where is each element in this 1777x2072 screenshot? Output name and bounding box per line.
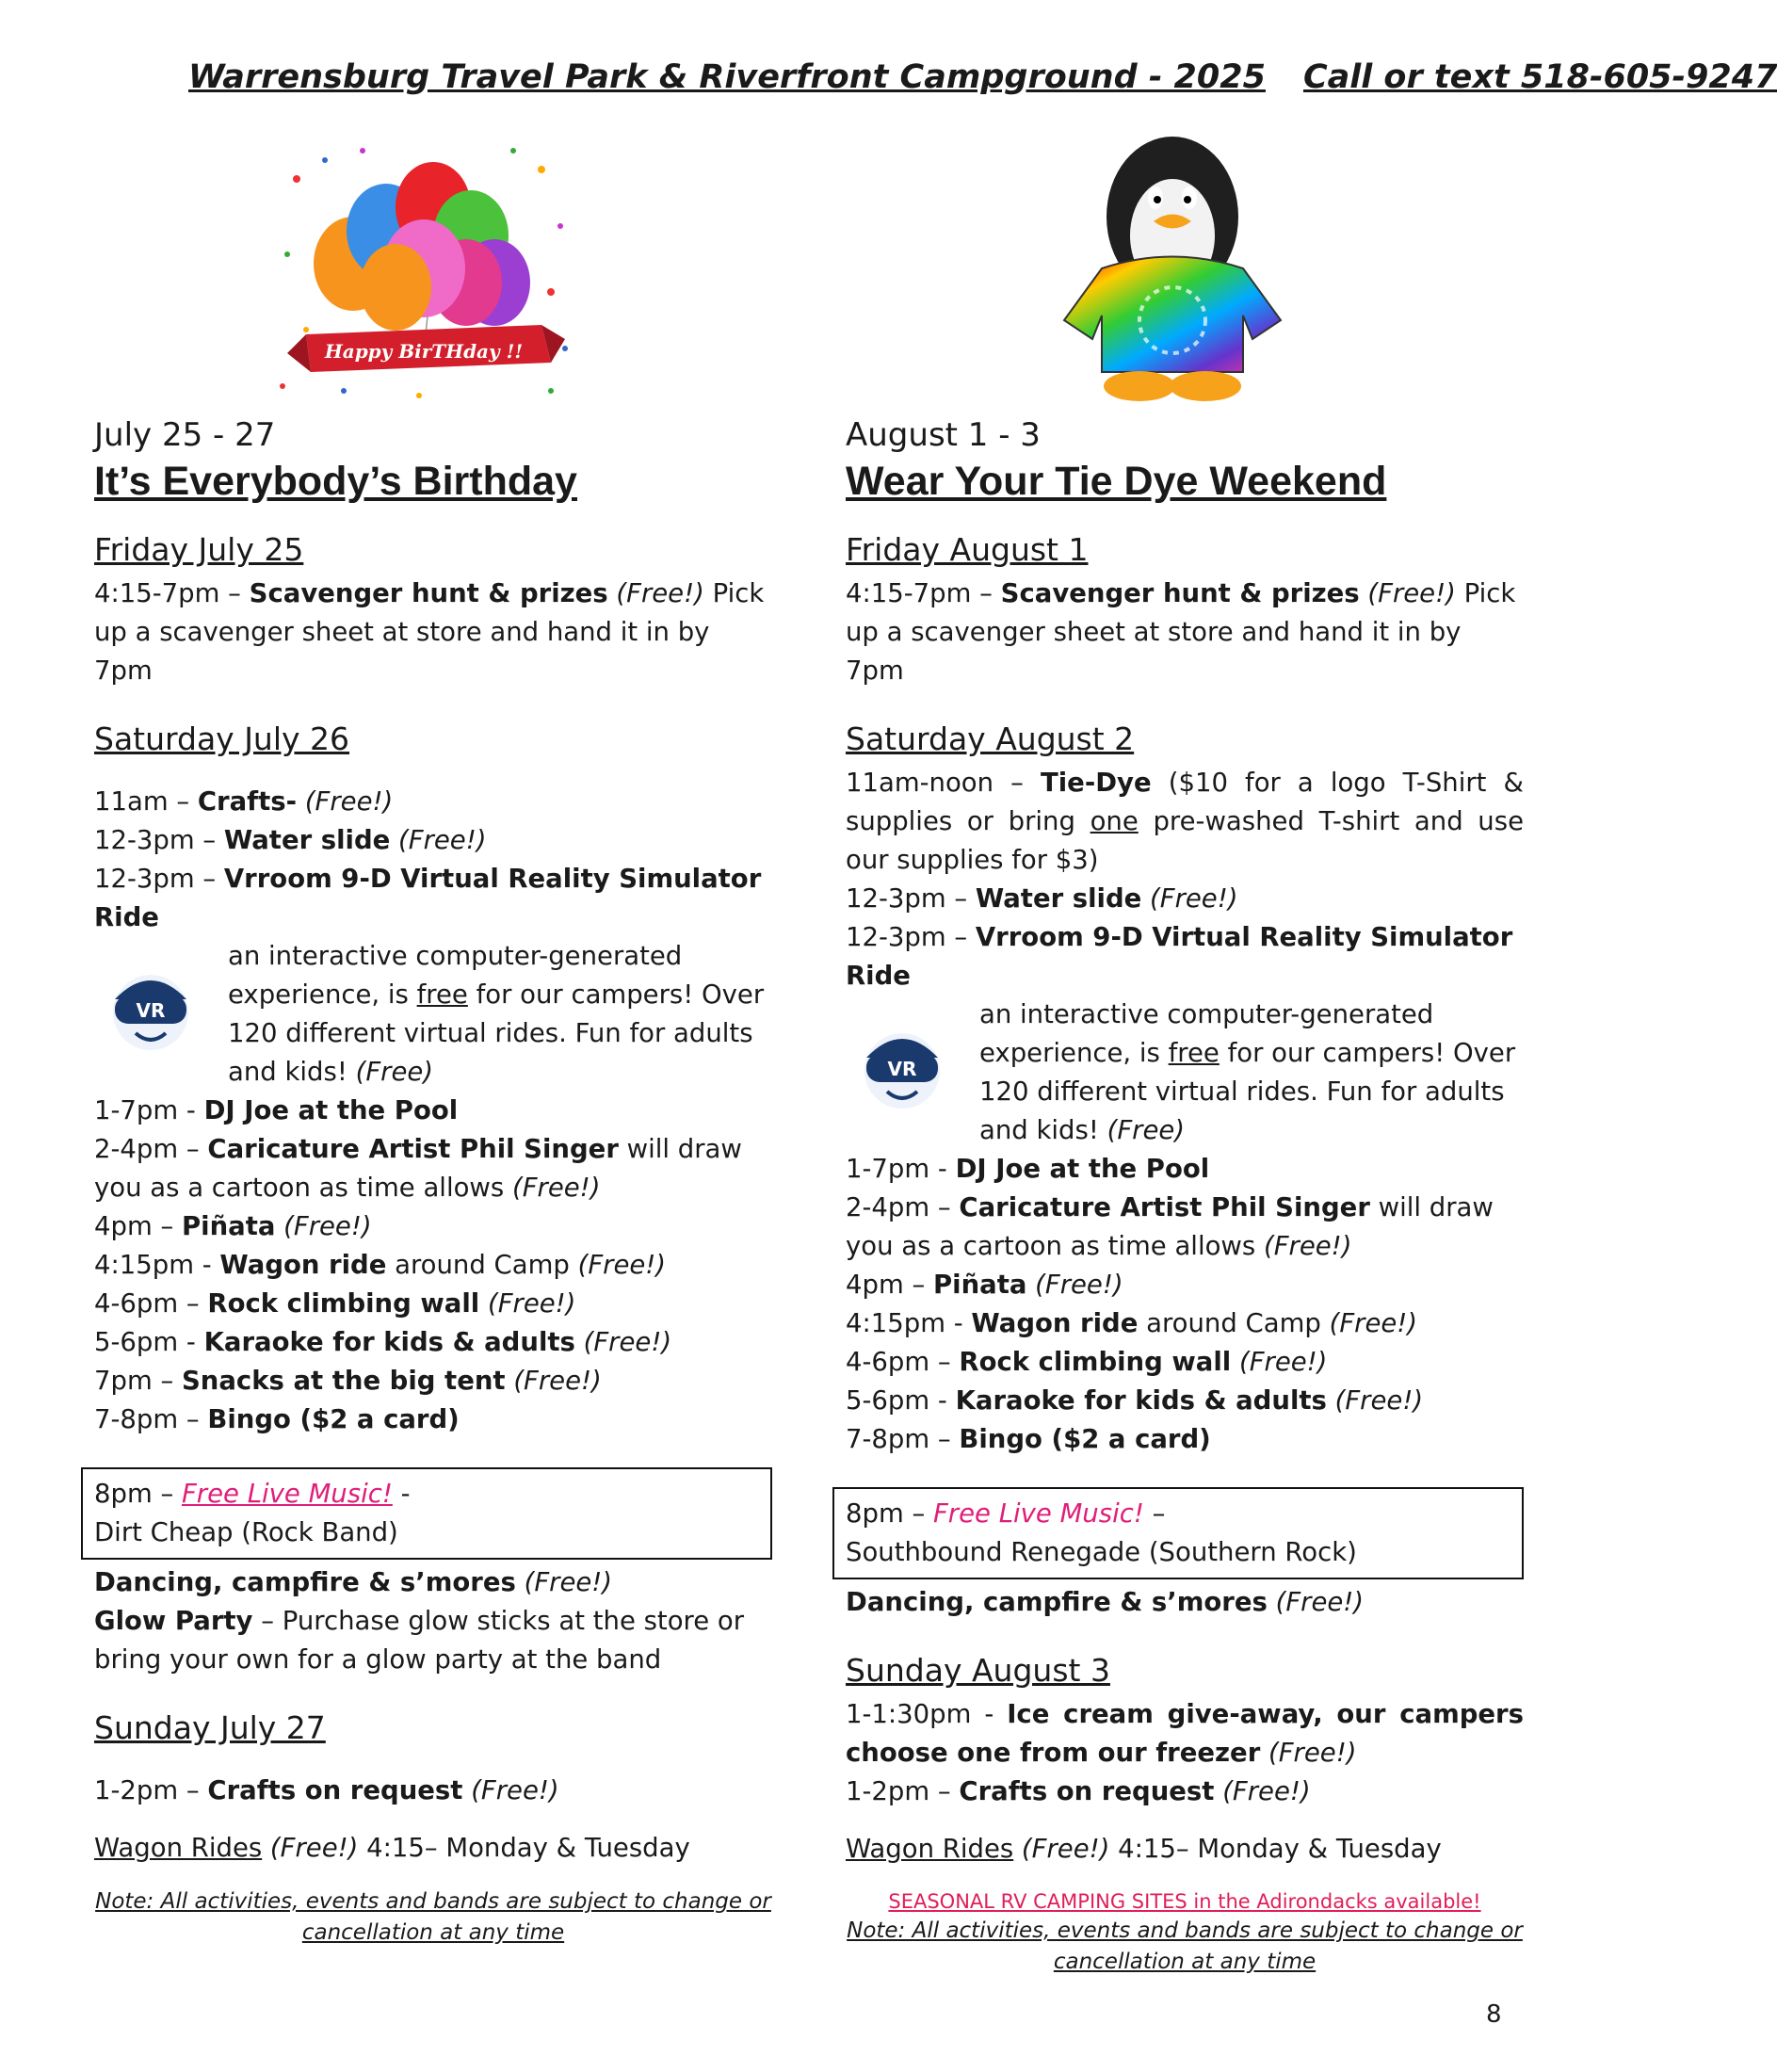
left-sat-item: 7pm – Snacks at the big tent (Free!) [94, 1366, 602, 1396]
right-sunday-heading: Sunday August 3 [846, 1652, 1110, 1689]
left-sat-item: 11am – Crafts- (Free!) [94, 786, 394, 817]
right-sat-item: 4-6pm – Rock climbing wall (Free!) [846, 1347, 1328, 1377]
left-sat-item: 12-3pm – Vrroom 9-D Virtual Reality Simulator Ride [94, 864, 762, 932]
right-sun-item: 1-2pm – Crafts on request (Free!) [846, 1776, 1311, 1806]
left-sat-item: 5-6pm - Karaoke for kids & adults (Free!) [94, 1327, 672, 1357]
left-theme-title: It’s Everybody’s Birthday [94, 459, 577, 504]
right-sat-item: 5-6pm - Karaoke for kids & adults (Free!) [846, 1385, 1424, 1416]
right-sat-item: 4:15pm - Wagon ride around Camp (Free!) [846, 1308, 1418, 1338]
right-sat-item: 7-8pm – Bingo ($2 a card) [846, 1424, 1211, 1454]
left-sun-item: 1-2pm – Crafts on request (Free!) [94, 1775, 559, 1805]
left-sat-item: 1-7pm - DJ Joe at the Pool [94, 1095, 459, 1125]
right-dancing: Dancing, campfire & s’mores (Free!) [846, 1587, 1365, 1617]
svg-text:VR: VR [887, 1058, 917, 1080]
left-note: Note: All activities, events and bands are subject to change or cancellation at any time [95, 1889, 771, 1945]
left-sat-item: 7-8pm – Bingo ($2 a card) [94, 1404, 460, 1434]
right-dates: August 1 - 3 [846, 416, 1041, 454]
left-live-music-label: Free Live Music! [181, 1479, 393, 1509]
right-band-name: Southbound Renegade (Southern Rock) [846, 1537, 1357, 1567]
left-friday-event: 4:15-7pm – Scavenger hunt & prizes (Free!) Pick up a scavenger sheet at store and hand it in by 7pm [94, 578, 765, 686]
left-sunday-heading: Sunday July 27 [94, 1709, 326, 1746]
left-sat-item: 4-6pm – Rock climbing wall (Free!) [94, 1288, 576, 1319]
left-dancing: Dancing, campfire & s’mores (Free!) [94, 1567, 613, 1597]
right-live-music-box: 8pm – Free Live Music! – Southbound Renegade (Southern Rock) [832, 1487, 1524, 1579]
left-dates: July 25 - 27 [94, 416, 276, 454]
right-friday-heading: Friday August 1 [846, 531, 1089, 568]
left-vr-block [94, 937, 772, 1092]
left-vr-description: an interactive computer-generated experience, is free for our campers! Over 120 different virtual rides. Fun for adults and kids! (Free) [228, 941, 765, 1087]
right-ice-cream: 1-1:30pm - Ice cream give-away, our campers choose one from our freezer (Free!) [846, 1699, 1524, 1768]
birthday-balloons-image [268, 141, 579, 405]
seasonal-rv-link[interactable]: SEASONAL RV CAMPING SITES in the Adirondacks available! [888, 1890, 1481, 1913]
page-number: 8 [1486, 2000, 1502, 2029]
header-contact: Call or text 518-605-9247 [1302, 58, 1777, 96]
right-column [846, 414, 1524, 1978]
right-sat-item: 4pm – Piñata (Free!) [846, 1270, 1123, 1300]
left-column [94, 414, 772, 1949]
right-sat-item: 1-7pm - DJ Joe at the Pool [846, 1154, 1210, 1184]
vr-headset-icon [846, 1012, 959, 1125]
left-glow-party: Glow Party – Purchase glow sticks at the store or bring your own for a glow party at the band [94, 1606, 745, 1675]
left-sat-item: 2-4pm – Caricature Artist Phil Singer will draw you as a cartoon as time allows (Free!) [94, 1134, 742, 1203]
tie-dye-penguin-image [1050, 132, 1295, 410]
right-friday-event: 4:15-7pm – Scavenger hunt & prizes (Free!) Pick up a scavenger sheet at store and hand it in by 7pm [846, 578, 1516, 686]
left-live-music-box: 8pm – Free Live Music! - Dirt Cheap (Rock Band) [81, 1467, 772, 1560]
right-note: Note: All activities, events and bands are subject to change or cancellation at any time [847, 1918, 1523, 1974]
left-band-name: Dirt Cheap (Rock Band) [94, 1517, 398, 1547]
balloon-banner-text: Happy BirTHday !! [324, 340, 524, 363]
left-sat-item: 4:15pm - Wagon ride around Camp (Free!) [94, 1250, 667, 1280]
header-title: Warrensburg Travel Park & Riverfront Campground - 2025 [188, 58, 1266, 96]
right-sat-item: 12-3pm – Vrroom 9-D Virtual Reality Simulator Ride [846, 922, 1513, 991]
svg-text:VR: VR [136, 999, 166, 1022]
right-wagon-rides: Wagon Rides (Free!) 4:15– Monday & Tuesday [846, 1834, 1442, 1864]
left-sat-item: 4pm – Piñata (Free!) [94, 1211, 372, 1241]
right-live-music-label: Free Live Music! [932, 1498, 1144, 1529]
right-vr-description: an interactive computer-generated experience, is free for our campers! Over 120 different virtual rides. Fun for adults and kids! (Free) [979, 999, 1516, 1145]
page-header [188, 58, 1777, 96]
right-sat-item: 2-4pm – Caricature Artist Phil Singer will draw you as a cartoon as time allows (Free!) [846, 1192, 1494, 1261]
right-tie-dye: 11am-noon – Tie-Dye ($10 for a logo T-Shirt & supplies or bring one pre-washed T-shirt and use our supplies for $3) [846, 768, 1524, 875]
left-sat-item: 12-3pm – Water slide (Free!) [94, 825, 487, 855]
vr-headset-icon [94, 954, 207, 1067]
left-wagon-rides: Wagon Rides (Free!) 4:15– Monday & Tuesday [94, 1833, 690, 1863]
left-friday-heading: Friday July 25 [94, 531, 304, 568]
right-vr-block [846, 996, 1524, 1150]
right-saturday-heading: Saturday August 2 [846, 720, 1135, 757]
right-sat-item: 12-3pm – Water slide (Free!) [846, 883, 1238, 914]
right-theme-title: Wear Your Tie Dye Weekend [846, 459, 1387, 504]
left-saturday-heading: Saturday July 26 [94, 720, 350, 757]
